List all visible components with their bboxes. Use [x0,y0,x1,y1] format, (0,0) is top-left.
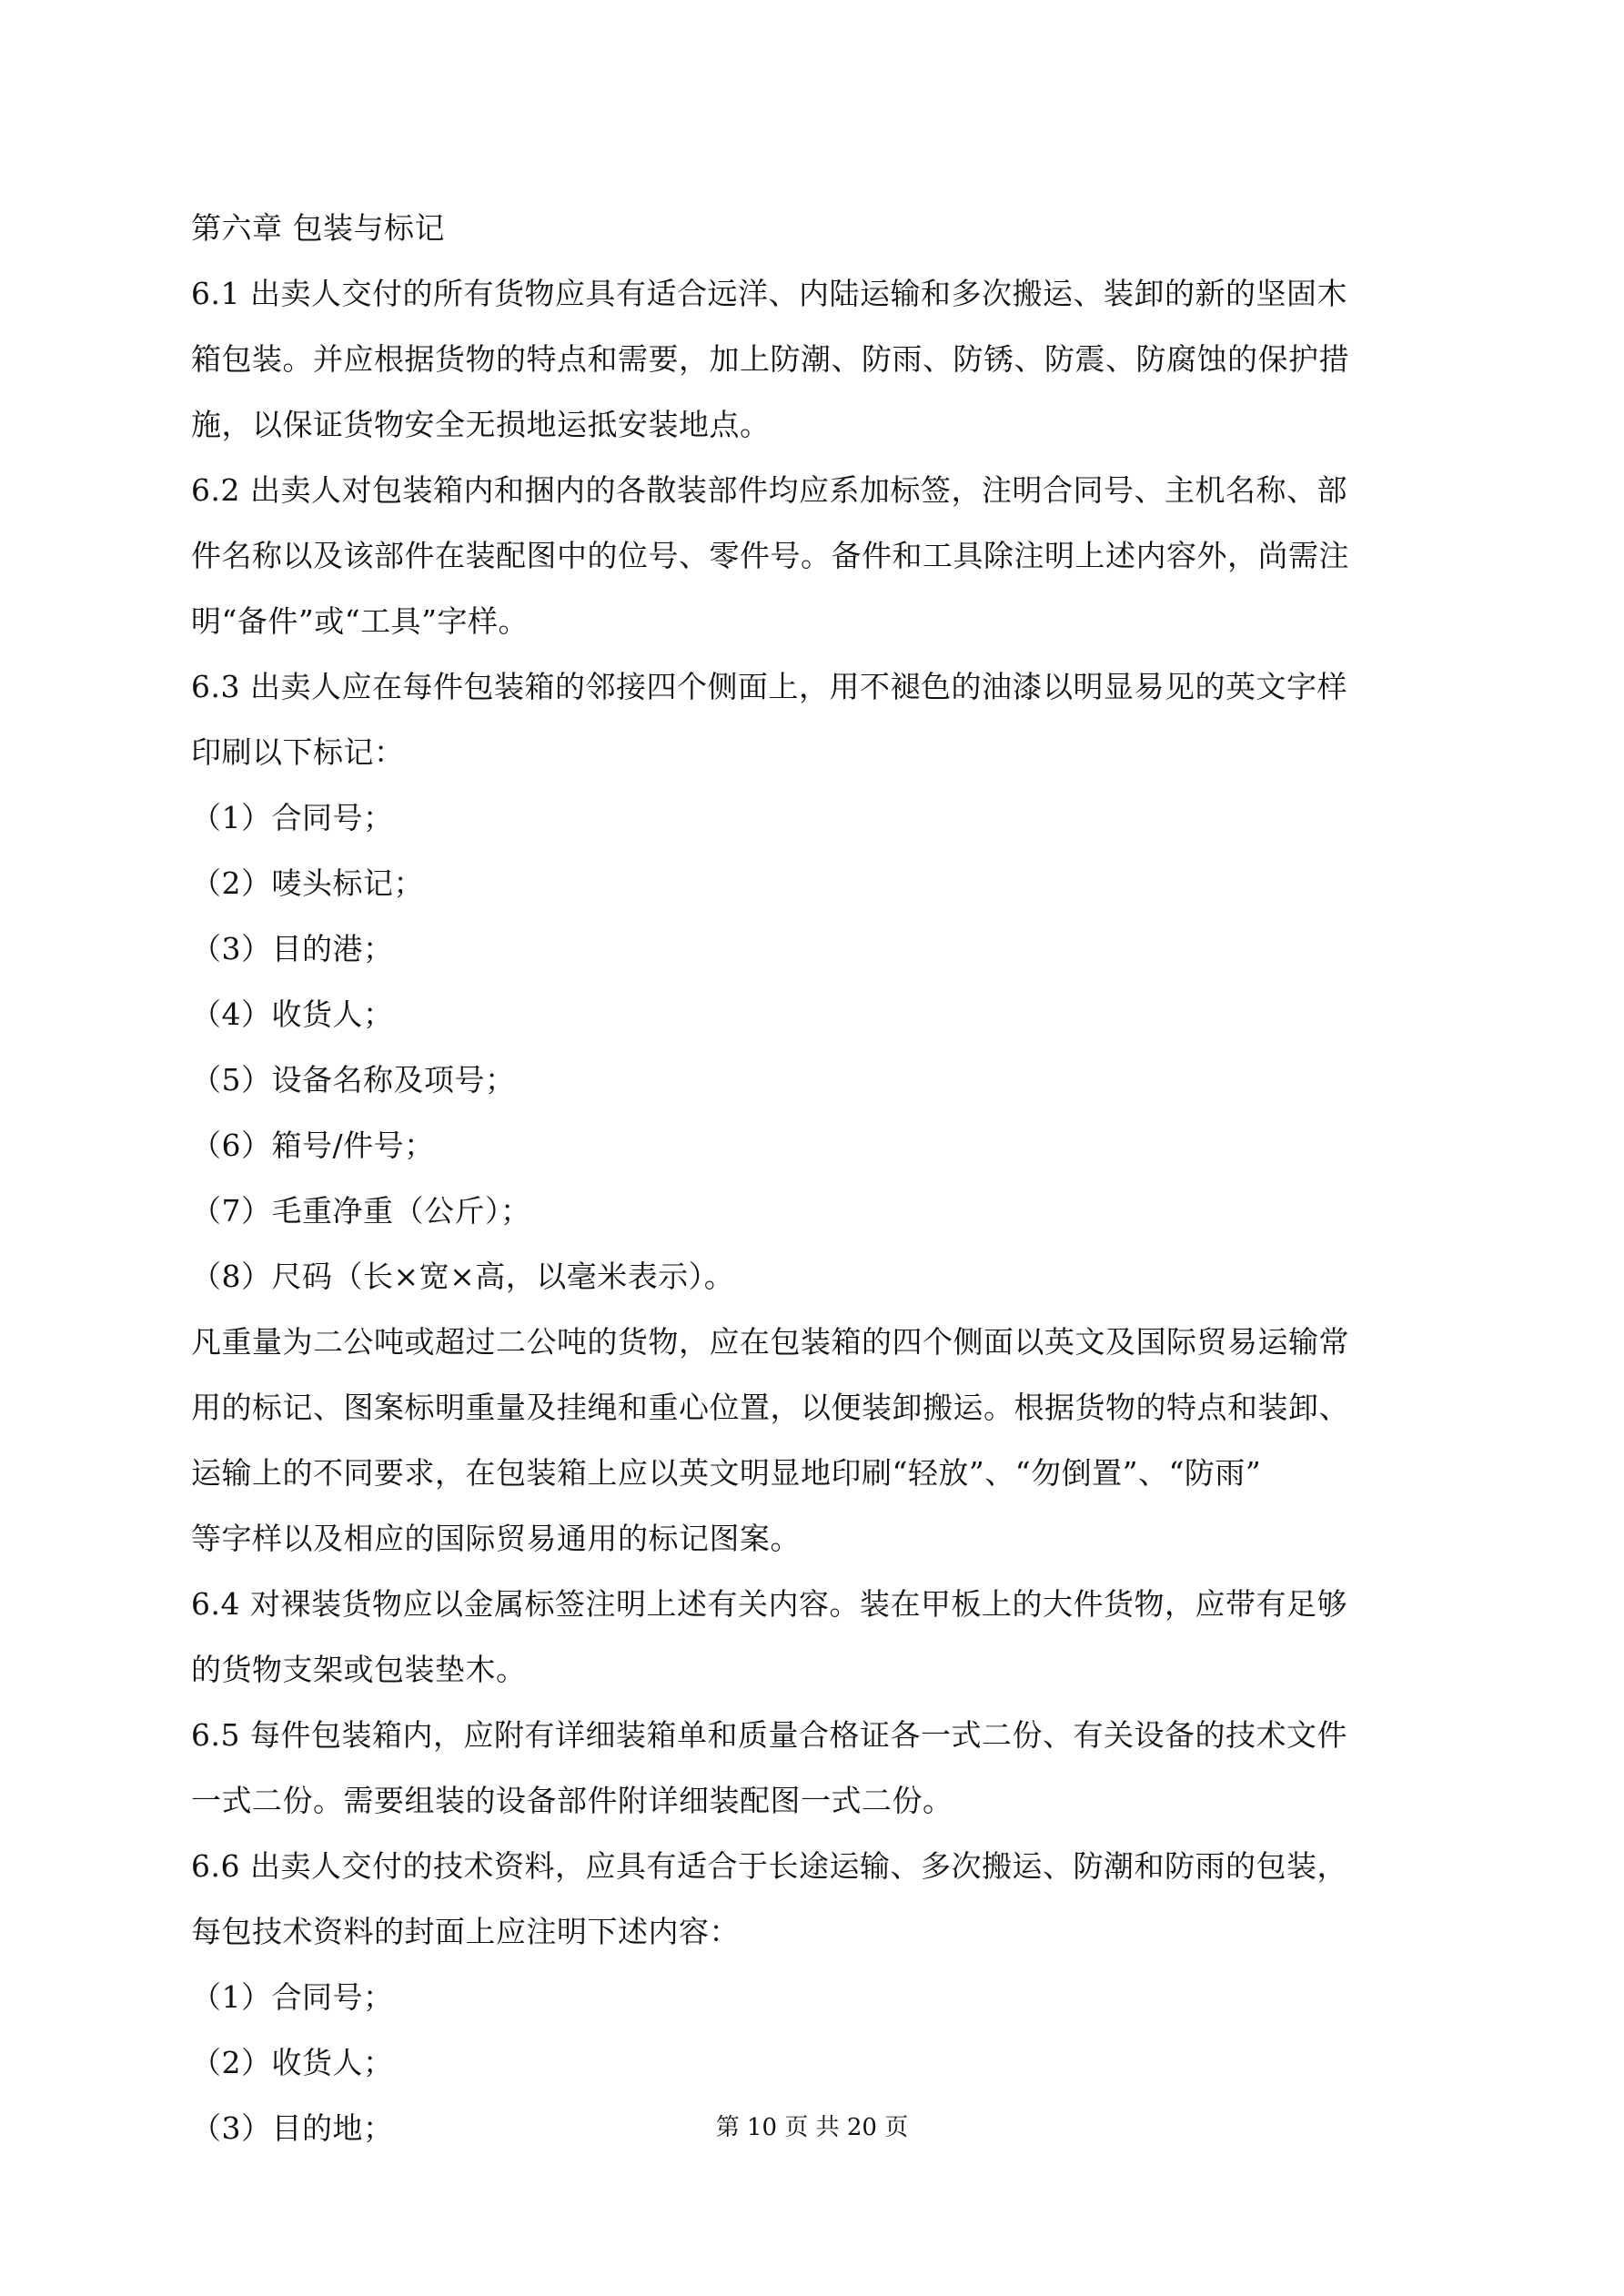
list-item: （1）合同号； [191,800,394,835]
text-line: 施，以保证货物安全无损地运抵安装地点。 [191,407,771,442]
text-line: 箱包装。并应根据货物的特点和需要，加上防潮、防雨、防锈、防震、防腐蚀的保护措 [191,341,1349,377]
text-line: 明“备件”或“工具”字样。 [191,603,529,639]
text-line: 6.5 每件包装箱内，应附有详细装箱单和质量合格证各一式二份、有关设备的技术文件 [191,1717,1347,1753]
text-line: 6.2 出卖人对包装箱内和捆内的各散装部件均应系加标签，注明合同号、主机名称、部 [191,472,1347,508]
list-item: （4）收货人； [191,996,394,1032]
text-line: 6.4 对裸装货物应以金属标签注明上述有关内容。装在甲板上的大件货物，应带有足够 [191,1586,1347,1622]
list-item: （3）目的地； [191,2110,394,2146]
page-footer: 第 10 页 共 20 页 [715,2114,909,2141]
chapter-title: 第六章 包装与标记 [191,210,445,246]
list-item: （6）箱号/件号； [191,1128,435,1163]
list-item: （5）设备名称及项号； [191,1062,516,1097]
document-body [191,205,1447,2170]
text-line: 6.6 出卖人交付的技术资料，应具有适合于长途运输、多次搬运、防潮和防雨的包装， [191,1848,1347,1884]
text-line: 等字样以及相应的国际贸易通用的标记图案。 [191,1521,801,1556]
text-line: 件名称以及该部件在装配图中的位号、零件号。备件和工具除注明上述内容外，尚需注 [191,538,1349,573]
text-line: 一式二份。需要组装的设备部件附详细装配图一式二份。 [191,1783,953,1818]
text-line: 6.3 出卖人应在每件包装箱的邻接四个侧面上，用不褪色的油漆以明显易见的英文字样 [191,669,1347,704]
text-line: 的货物支架或包装垫木。 [191,1652,527,1687]
text-line: 每包技术资料的封面上应注明下述内容： [191,1914,740,1949]
text-line: 印刷以下标记： [191,734,405,770]
list-item: （3）目的港； [191,931,394,966]
text-line: 用的标记、图案标明重量及挂绳和重心位置，以便装卸搬运。根据货物的特点和装卸、 [191,1390,1349,1425]
list-item: （8）尺码（长×宽×高，以毫米表示）。 [191,1259,735,1294]
text-line: 运输上的不同要求，在包装箱上应以英文明显地印刷“轻放”、“勿倒置”、“防雨” [191,1455,1262,1491]
list-item: （2）唛头标记； [191,865,424,901]
text-line: 凡重量为二公吨或超过二公吨的货物，应在包装箱的四个侧面以英文及国际贸易运输常 [191,1324,1349,1360]
text-line: 6.1 出卖人交付的所有货物应具有适合远洋、内陆运输和多次搬运、装卸的新的坚固木 [191,276,1347,311]
list-item: （1）合同号； [191,1979,394,2015]
list-item: （7）毛重净重（公斤）； [191,1193,531,1229]
list-item: （2）收货人； [191,2045,394,2080]
